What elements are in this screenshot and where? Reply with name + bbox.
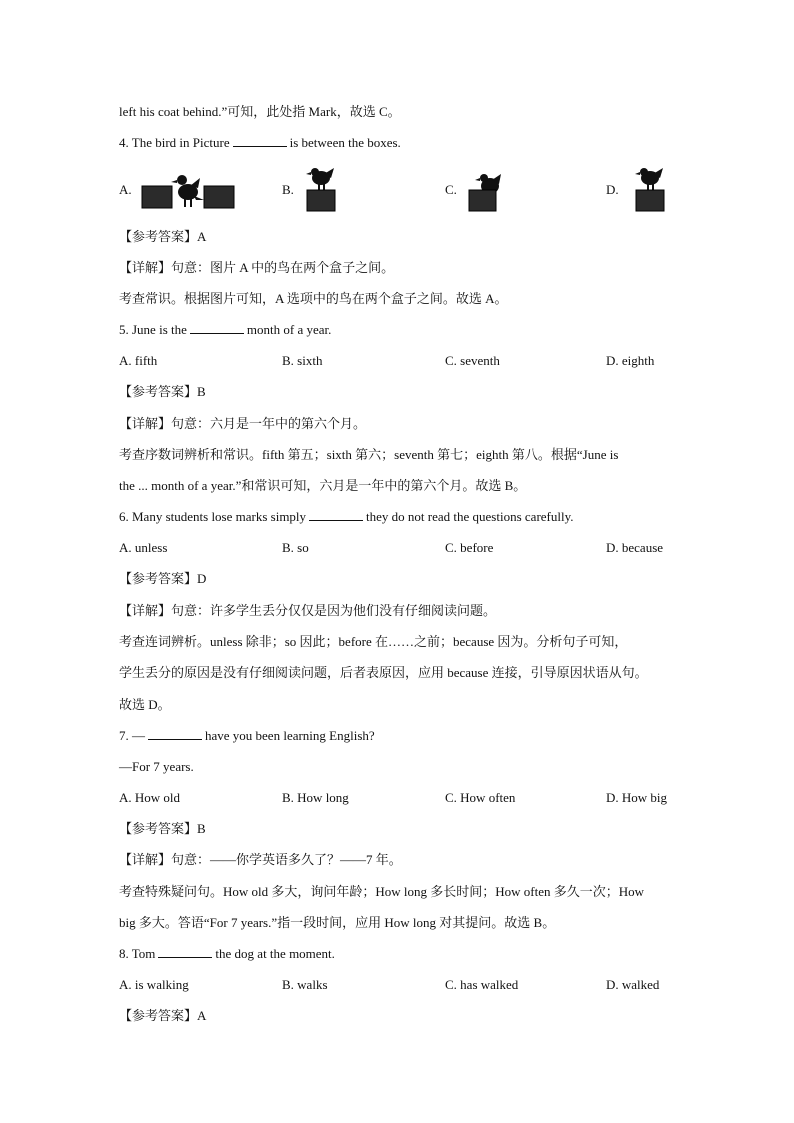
reference-answer: 【参考答案】D — [119, 571, 207, 586]
explanation-line: 考查连词辨析。unless 除非；so 因此；before 在……之前；because 因为。分析句子可知， — [119, 634, 628, 649]
question-8-stem-start: 8. Tom — [119, 946, 156, 961]
question-6-stem-start: 6. Many students lose marks simply — [119, 509, 307, 524]
option-d-label: D. — [606, 182, 619, 197]
option-a-label: A. — [119, 182, 132, 197]
option-d: D. eighth — [606, 353, 655, 368]
explanation-line: 考查序数词辨析和常识。fifth 第五；sixth 第六；seventh 第七；eighth 第八。根据“June is — [119, 447, 619, 462]
answer-blank — [148, 728, 202, 740]
option-d: D. because — [606, 540, 664, 555]
question-5-stem-end: month of a year. — [246, 322, 332, 337]
option-d: D. How big — [606, 790, 668, 805]
answer-blank — [233, 135, 287, 147]
option-b: B. so — [282, 540, 309, 555]
option-c: C. before — [445, 540, 494, 555]
reference-answer: 【参考答案】A — [119, 1008, 207, 1023]
option-c: C. seventh — [445, 353, 500, 368]
option-b: B. How long — [282, 790, 349, 805]
explanation-line: 【详解】句意：六月是一年中的第六个月。 — [119, 416, 367, 431]
question-4-stem-end: is between the boxes. — [289, 135, 401, 150]
option-d: D. walked — [606, 977, 660, 992]
explanation-line: 【详解】句意：——你学英语多久了？——7 年。 — [119, 852, 402, 867]
question-7 — [119, 727, 375, 745]
question-8-stem-end: the dog at the moment. — [215, 946, 335, 961]
explanation-line: 【详解】句意：许多学生丢分仅仅是因为他们没有仔细阅读问题。 — [119, 603, 497, 618]
explanation-line: 学生丢分的原因是没有仔细阅读问题，后者表原因，应用 because 连接，引导原因状语从句。 — [119, 665, 648, 680]
bird-behind-box-icon — [466, 166, 502, 212]
option-b-label: B. — [282, 182, 294, 197]
option-a: A. is walking — [119, 977, 189, 992]
question-7-stem-start: 7. — — [119, 728, 145, 743]
bird-on-box-icon — [304, 166, 336, 212]
question-4 — [119, 134, 401, 152]
reference-answer: 【参考答案】A — [119, 229, 207, 244]
answer-blank — [190, 322, 244, 334]
question-7-reply: —For 7 years. — [119, 759, 194, 774]
explanation-line: big 多大。答语“For 7 years.”指一段时间，应用 How long 对其提问。故选 B。 — [119, 915, 556, 930]
question-5 — [119, 321, 331, 339]
option-a: A. How old — [119, 790, 181, 805]
option-b: B. sixth — [282, 353, 323, 368]
bird-between-boxes-icon — [140, 170, 236, 210]
question-7-stem-end: have you been learning English? — [205, 728, 375, 743]
explanation-line: 故选 D。 — [119, 697, 171, 712]
option-a: A. unless — [119, 540, 168, 555]
option-b: B. walks — [282, 977, 328, 992]
answer-blank — [309, 509, 363, 521]
explanation-line: the ... month of a year.”和常识可知，六月是一年中的第六个月。故选 B。 — [119, 478, 527, 493]
explanation-line: 考查特殊疑问句。How old 多大，询问年龄；How long 多长时间；How often 多久一次；How — [119, 884, 645, 899]
reference-answer: 【参考答案】B — [119, 821, 206, 836]
option-c: C. has walked — [445, 977, 519, 992]
question-6 — [119, 508, 574, 526]
reference-answer: 【参考答案】B — [119, 384, 206, 399]
option-c-label: C. — [445, 182, 457, 197]
option-c: C. How often — [445, 790, 516, 805]
question-4-stem-start: 4. The bird in Picture — [119, 135, 230, 150]
prev-explanation-end: left his coat behind.”可知，此处指 Mark，故选 C。 — [119, 104, 401, 119]
question-6-stem-end: they do not read the questions carefully. — [366, 509, 574, 524]
question-8 — [119, 945, 335, 963]
answer-blank — [158, 946, 212, 958]
option-a: A. fifth — [119, 353, 158, 368]
explanation-line: 考查常识。根据图片可知，A 选项中的鸟在两个盒子之间。故选 A。 — [119, 291, 508, 306]
explanation-line: 【详解】句意：图片 A 中的鸟在两个盒子之间。 — [119, 260, 395, 275]
question-5-stem-start: 5. June is the — [119, 322, 187, 337]
bird-on-box-icon — [632, 166, 666, 212]
